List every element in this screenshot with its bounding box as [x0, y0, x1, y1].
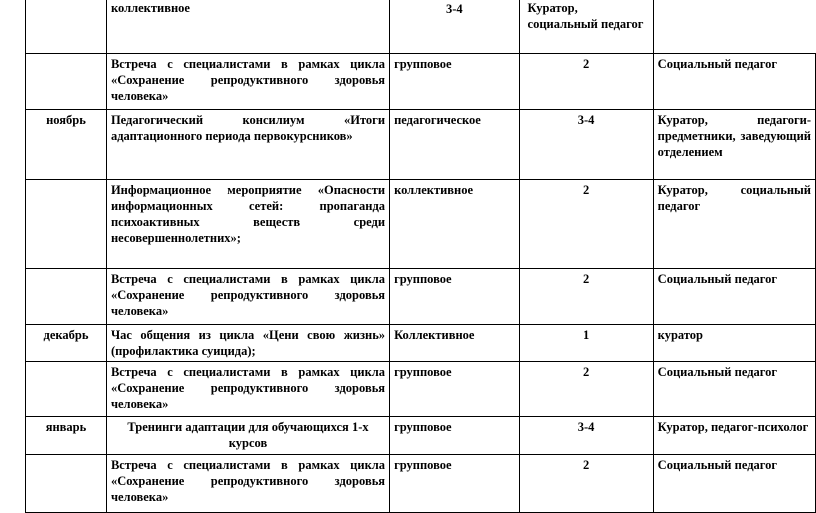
event-cell: Педагогический консилиум «Итоги адаптационного периода первокурсников» [106, 110, 389, 180]
form-cell: групповое [390, 54, 519, 110]
month-cell [26, 455, 107, 513]
hours-cell: 2 [519, 362, 653, 417]
hours-cell: 2 [519, 180, 653, 269]
form-cell: групповое [390, 417, 519, 455]
table-row [26, 0, 816, 54]
event-cell: Встреча с специалистами в рамках цикла «Сохранение репродуктивного здоровья человека» [106, 362, 389, 417]
event-cell: Встреча с специалистами в рамках цикла «Сохранение репродуктивного здоровья человека» [106, 455, 389, 513]
responsible-cell: Куратор, педагоги-предметники, заведующий отделением [653, 110, 815, 180]
hours-cell: 3-4 [519, 110, 653, 180]
plan-table [25, 0, 816, 513]
event-cell: Встреча с специалистами в рамках цикла «Сохранение репродуктивного здоровья человека» [106, 54, 389, 110]
note-cell [653, 0, 815, 54]
form-cell: групповое [390, 362, 519, 417]
hours-cell: 3-4 [519, 417, 653, 455]
table-row [26, 180, 816, 269]
table-row [26, 455, 816, 513]
responsible-cell: Куратор, социальный педагог [519, 0, 653, 54]
form-cell: групповое [390, 455, 519, 513]
responsible-cell: Социальный педагог [653, 269, 815, 325]
form-cell: Коллективное [390, 325, 519, 362]
event-cell: Встреча с специалистами в рамках цикла «Сохранение репродуктивного здоровья человека» [106, 269, 389, 325]
responsible-cell: Социальный педагог [653, 455, 815, 513]
month-cell [26, 269, 107, 325]
responsible-cell: Куратор, социальный педагог [653, 180, 815, 269]
month-cell: ноябрь [26, 110, 107, 180]
responsible-cell: Социальный педагог [653, 54, 815, 110]
form-cell: педагогическое [390, 110, 519, 180]
responsible-cell: куратор [653, 325, 815, 362]
table-row [26, 362, 816, 417]
form-cell: групповое [390, 269, 519, 325]
event-cell: Час общения из цикла «Цени свою жизнь» (профилактика суицида); [106, 325, 389, 362]
table-row [26, 325, 816, 362]
hours-cell: 2 [519, 269, 653, 325]
month-cell [26, 362, 107, 417]
hours-cell: 2 [519, 455, 653, 513]
month-cell [26, 0, 107, 54]
responsible-cell: Куратор, педагог-психолог [653, 417, 815, 455]
table-row [26, 110, 816, 180]
month-cell [26, 54, 107, 110]
hours-cell: 3-4 [390, 0, 519, 54]
event-cell: коллективное [106, 0, 389, 54]
month-cell: январь [26, 417, 107, 455]
responsible-cell: Социальный педагог [653, 362, 815, 417]
event-cell: Тренинги адаптации для обучающихся 1-х курсов [106, 417, 389, 455]
hours-cell: 2 [519, 54, 653, 110]
table-row [26, 54, 816, 110]
form-cell: коллективное [390, 180, 519, 269]
event-cell: Информационное мероприятие «Опасности информационных сетей: пропаганда психоактивных веществ среди несовершеннолетних»; [106, 180, 389, 269]
month-cell: декабрь [26, 325, 107, 362]
table-row [26, 417, 816, 455]
table-row [26, 269, 816, 325]
hours-cell: 1 [519, 325, 653, 362]
month-cell [26, 180, 107, 269]
